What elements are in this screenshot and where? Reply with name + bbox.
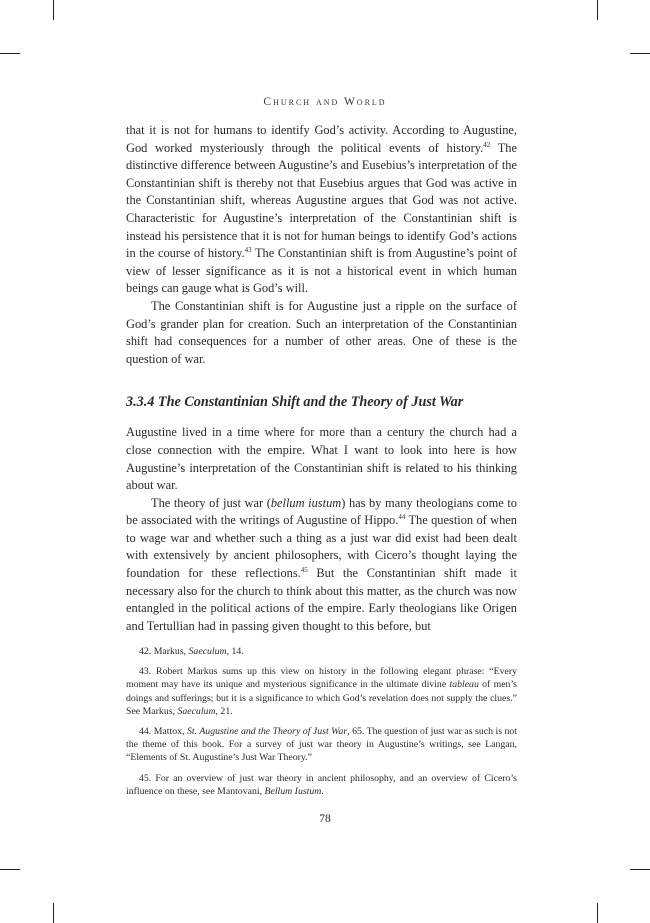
crop-mark — [53, 903, 54, 923]
text-run-italic: Saeculum — [177, 705, 216, 717]
text-run: 45. For an overview of just war theory in ancient philosophy, and an overview of Cicero’s influence on these, see Mantovani, — [126, 772, 517, 797]
footnote-43 — [126, 665, 517, 718]
crop-mark — [597, 903, 598, 923]
text-run-italic: St. Augustine and the Theory of Just War — [186, 726, 348, 738]
text-run-italic: Saeculum — [188, 646, 227, 657]
text-run-italic: Bellum Iustum — [264, 785, 322, 797]
crop-mark — [597, 0, 598, 20]
footnote-ref: 43 — [244, 246, 252, 255]
crop-mark — [630, 53, 650, 54]
text-run: But the Constantinian shift made it necessary also for the church to think about this matter, as the church was now entangled in the political actions of the empire. Early theologians like Origen and Tertullian had in passing given thought to this before, but — [126, 566, 517, 633]
text-run: The question of when to wage war and whether such a thing as a just war did exist had been dealt with extensively by ancient philosophers, with Cicero’s thought laying the foundation for these reflections. — [126, 513, 517, 581]
crop-mark — [630, 869, 650, 870]
paragraph — [126, 495, 517, 636]
footnotes — [126, 645, 517, 805]
text-run: . — [321, 785, 324, 797]
footnote-44 — [126, 725, 517, 765]
body-text — [126, 122, 517, 635]
text-run: The distinctive difference between Augustine’s and Eusebius’s interpretation of the Constantinian shift is thereby not that Eusebius argues that God was active in the Constantinian shift, whereas Augustine argues that God was not active. Characteristic for Augustine’s interpretation of the Constantinian shift is instead his persistence that it is not for human beings to identify God’s actions in the course of history. — [126, 140, 517, 261]
running-header: Church and World — [263, 96, 387, 108]
footnote-ref: 42 — [483, 140, 491, 149]
text-run: 42. Markus, — [139, 646, 189, 657]
text-run: 44. Mattox, — [139, 726, 187, 738]
text-run: 43. Robert Markus sums up this view on history in the following elegant phrase: “Every moment may have its unique and mysterious significance in the ultimate divine — [126, 666, 517, 691]
paragraph: The Constantinian shift is for Augustine just a ripple on the surface of God’s grander plan for creation. Such an interpretation of the Constantinian shift had consequences for a number of other areas. One of these is the question of war. — [126, 298, 517, 366]
text-run: , 65. The question of just war as such is not the theme of this book. For a survey of just war theory in Augustine’s writings, see Langan, “Elements of St. Augustine’s Just War Theory.” — [126, 726, 517, 764]
paragraph — [126, 122, 517, 298]
footnote-ref: 45 — [300, 565, 308, 574]
text-run: that it is not for humans to identify God’s activity. According to Augustine, God worked mysteriously through the political events of history. — [126, 123, 517, 155]
footnote-45 — [126, 772, 517, 798]
crop-mark — [0, 869, 20, 870]
text-run-italic: bellum iustum — [270, 495, 342, 510]
page-number: 78 — [319, 813, 331, 825]
text-run: The Constantinian shift is from Augustine’s point of view of lesser significance as it is not a historical event in which human beings can gauge what is God’s will. — [126, 246, 517, 296]
crop-mark — [53, 0, 54, 20]
crop-mark — [0, 53, 20, 54]
text-run-italic: tableau — [449, 679, 479, 691]
text-run: ) has by many theologians come to be associated with the writings of Augustine of Hippo. — [126, 495, 517, 528]
footnote-42 — [126, 645, 517, 658]
paragraph: Augustine lived in a time where for more than a century the church had a close connection with the empire. What I want to look into here is how Augustine’s interpretation of the Constantinian shift is related to his thinking about war. — [126, 425, 517, 493]
footnote-ref: 44 — [398, 513, 406, 522]
section-heading: 3.3.4 The Constantinian Shift and the Theory of Just War — [126, 394, 464, 411]
text-run: The theory of just war ( — [151, 495, 271, 510]
text-run: of men’s doings and sufferings; but it is a significance to which God’s revelation does not supply the clues.” See Markus, — [126, 679, 517, 717]
text-run: , 14. — [226, 646, 244, 657]
text-run: , 21. — [215, 705, 233, 717]
